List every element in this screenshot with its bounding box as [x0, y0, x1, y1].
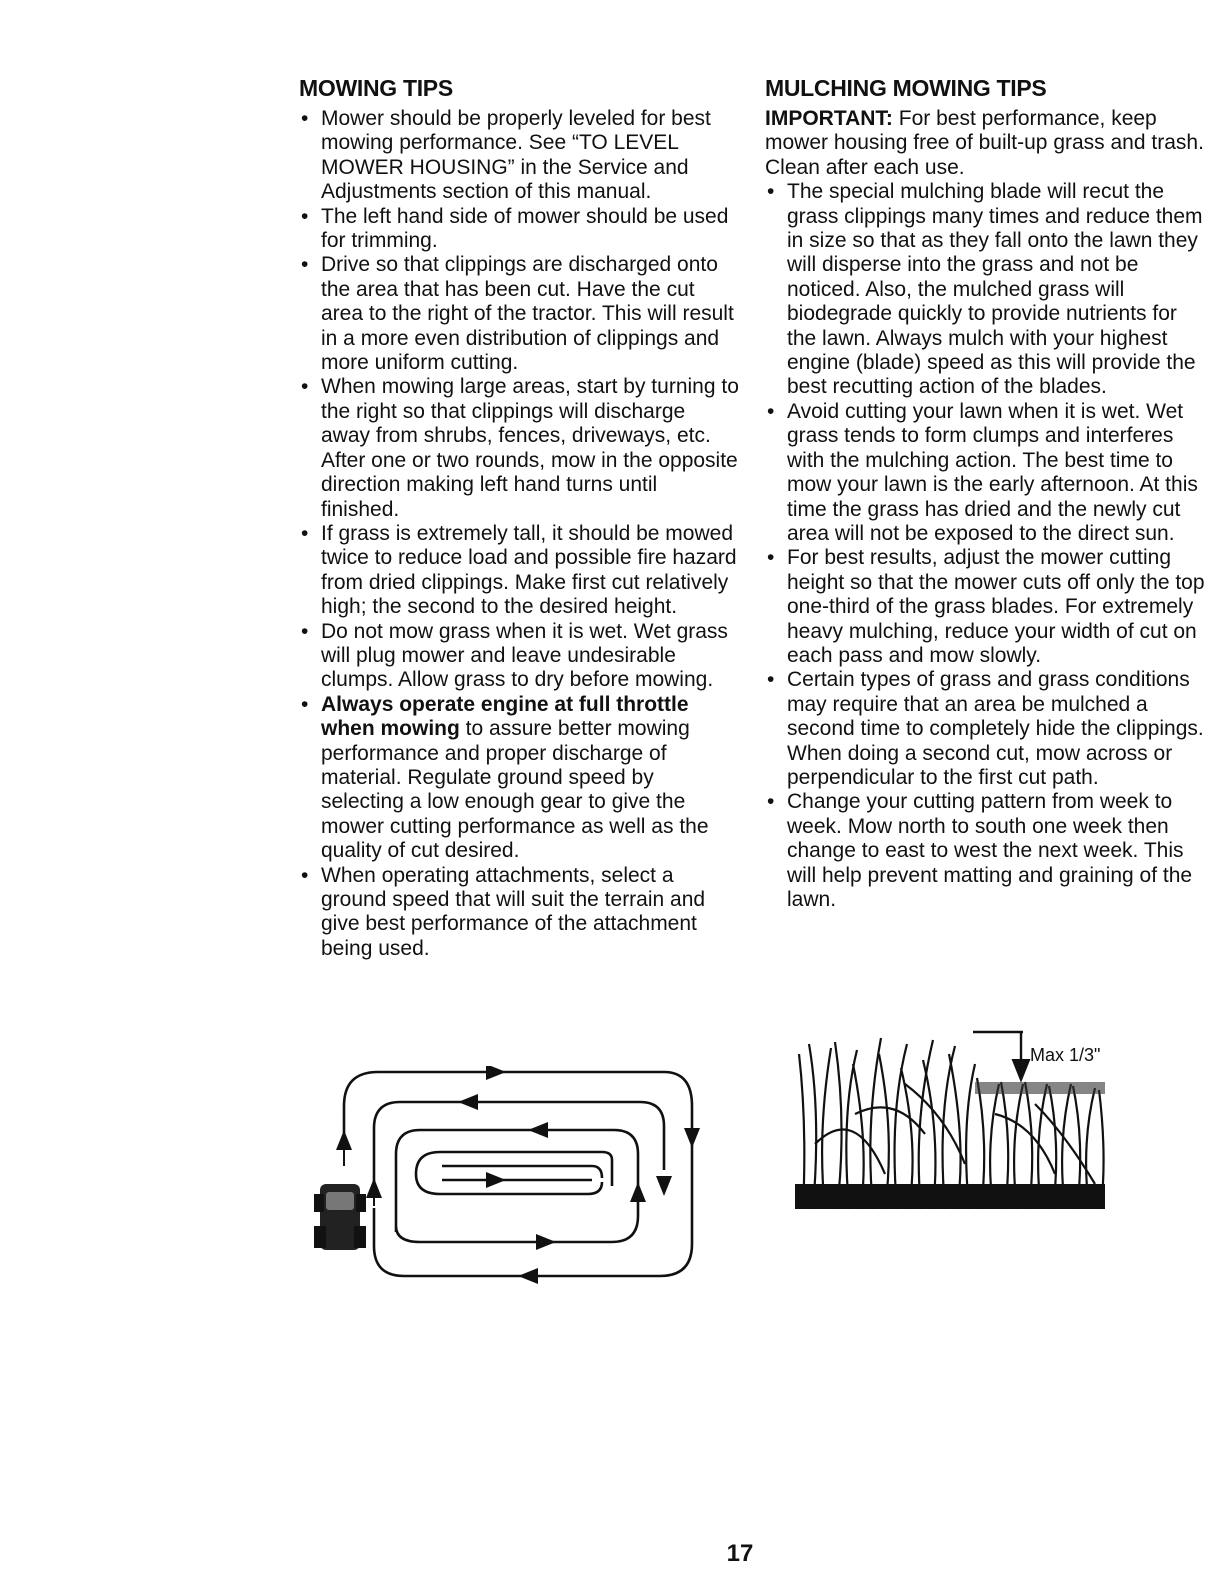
mowing-tips-heading: MOWING TIPS [299, 75, 453, 101]
list-item: • The special mulching blade will recut the grass clippings many times and reduce them in size so that as they fall onto the lawn they will disperse into the grass and not be noticed. Also, the mulched grass will biodegrade quickly to provide nutrients for the lawn. Always mulch with your highest engine (blade) speed as this will provide the best recutting action of the blades. [765, 180, 1205, 400]
page-number: 17 [726, 1540, 754, 1567]
mulching-tips-list [765, 180, 1205, 912]
list-item: • When operating attachments, select a ground speed that will suit the terrain and give best performance of the attachment being used. [299, 864, 739, 962]
list-item [299, 693, 739, 864]
throttle-warning-text: to assure better mowing performance and proper discharge of material. Regulate ground speed by selecting a low enough gear to give the mower cutting performance as well as the quality of cut desired. [321, 717, 709, 863]
important-label: IMPORTANT: [765, 107, 893, 130]
max-height-marker-icon [973, 1032, 1023, 1078]
mowing-tips-list [299, 107, 739, 961]
max-cut-label: Max 1/3" [1030, 1045, 1101, 1065]
list-item: • Avoid cutting your lawn when it is wet. Wet grass tends to form clumps and interferes with the mulching action. The best time to mow your lawn is the early afternoon. At this time the grass has dried and the newly cut area will not be exposed to the direct sun. [765, 400, 1205, 546]
tractor-icon [314, 1184, 366, 1250]
list-item: • If grass is extremely tall, it should be mowed twice to reduce load and possible fire hazard from dried clippings. Make first cut relatively high; the second to the desired height. [299, 522, 739, 620]
list-item: • The left hand side of mower should be used for trimming. [299, 205, 739, 254]
list-item: • Certain types of grass and grass conditions may require that an area be mulched a second time to completely hide the clippings. When doing a second cut, mow across or perpendicular to the first cut path. [765, 668, 1205, 790]
list-item: • Drive so that clippings are discharged onto the area that has been cut. Have the cut area to the right of the tractor. This will result in a more even distribution of clippings and more uniform cutting. [299, 253, 739, 375]
list-item: • Do not mow grass when it is wet. Wet grass will plug mower and leave undesirable clumps. Allow grass to dry before mowing. [299, 620, 739, 693]
important-text: For best performance, keep mower housing free of built-up grass and trash. Clean after each use. [765, 107, 1204, 179]
list-item: • When mowing large areas, start by turning to the right so that clippings will discharge away from shrubs, fences, driveways, etc. After one or two rounds, mow in the opposite direction making left hand turns until finished. [299, 375, 739, 521]
important-note [765, 107, 1205, 180]
list-item: • For best results, adjust the mower cutting height so that the mower cuts off only the top one-third of the grass blades. For extremely heavy mulching, reduce your width of cut on each pass and mow slowly. [765, 546, 1205, 668]
list-item: • Mower should be properly leveled for best mowing performance. See “TO LEVEL MOWER HOUSING” in the Service and Adjustments section of this manual. [299, 107, 739, 205]
mulching-tips-heading: MULCHING MOWING TIPS [765, 75, 1047, 101]
throttle-warning-bold: Always operate engine at full throttle when mowing [321, 692, 689, 741]
mulching-tips-section [765, 74, 1205, 912]
list-item: • Change your cutting pattern from week to week. Mow north to south one week then change to east to west the next week. This will help prevent matting and graining of the lawn. [765, 790, 1205, 912]
mowing-tips-section [299, 74, 739, 961]
mowing-pattern-illustration [312, 1066, 704, 1284]
